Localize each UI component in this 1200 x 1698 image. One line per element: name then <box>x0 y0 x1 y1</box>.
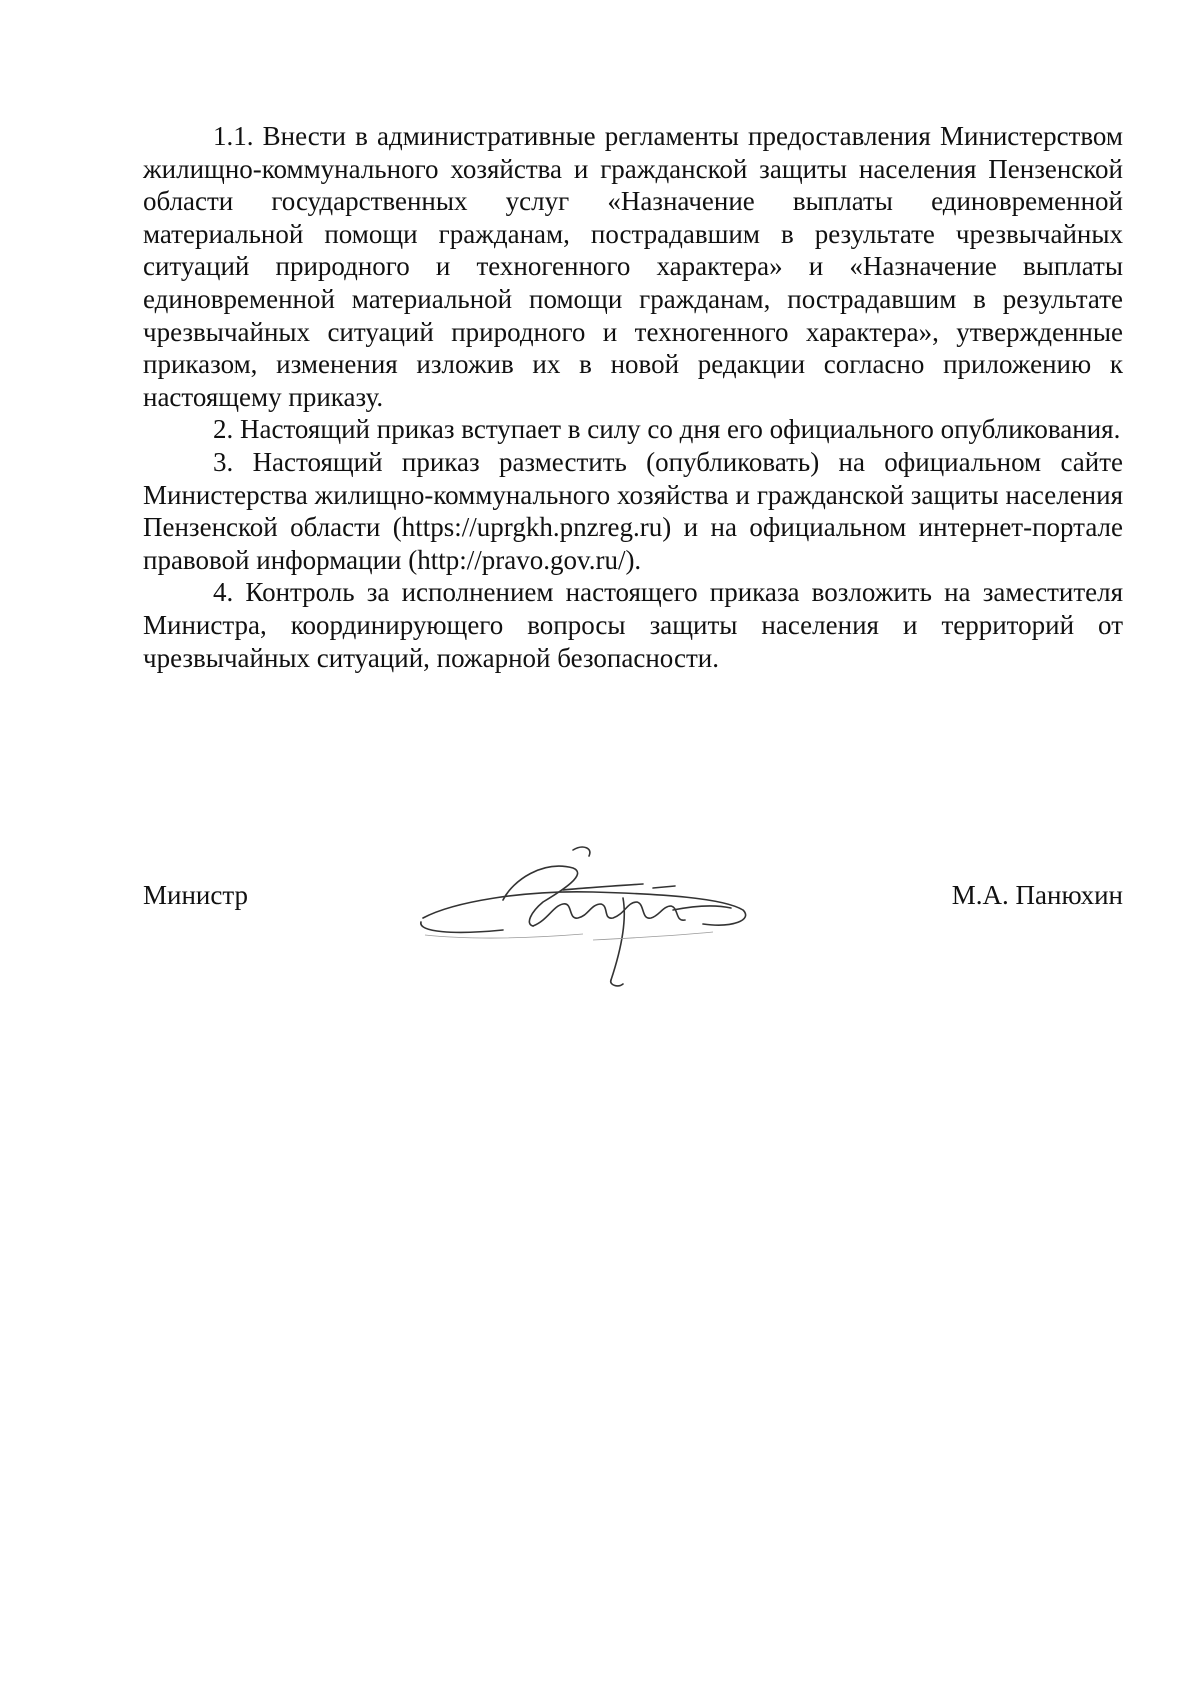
paragraph-1-1: 1.1. Внести в административные регламенты предоставления Министерством жилищно-коммунального хозяйства и гражданской защиты населения Пензенской области государственных услуг «Назначение выплаты единовременной материальной помощи гражданам, пострадавшим в результате чрезвычайных ситуаций природного и техногенного характера» и «Назначение выплаты единовременной материальной помощи гражданам, пострадавшим в результате чрезвычайных ситуаций природного и техногенного характера», утвержденные приказом, изменения изложив их в новой редакции согласно приложению к настоящему приказу. <box>143 121 1123 412</box>
paragraph-4: 4. Контроль за исполнением настоящего приказа возложить на заместителя Министра, координирующего вопросы защиты населения и территорий от чрезвычайных ситуаций, пожарной безопасности. <box>143 577 1123 673</box>
paragraph-2: 2. Настоящий приказ вступает в силу со дня его официального опубликования. <box>213 414 1121 445</box>
document-body <box>143 120 1123 674</box>
signature-block <box>143 840 1123 990</box>
handwritten-signature <box>413 840 773 990</box>
signatory-title: Министр <box>143 880 248 910</box>
paragraph-3: 3. Настоящий приказ разместить (опубликовать) на официальном сайте Министерства жилищно-коммунального хозяйства и гражданской защиты населения Пензенской области (https://uprgkh.pnzreg.ru) и на официальном интернет-портале правовой информации (http://pravo.gov.ru/). <box>143 446 1123 575</box>
signatory-name: М.А. Панюхин <box>951 880 1123 910</box>
